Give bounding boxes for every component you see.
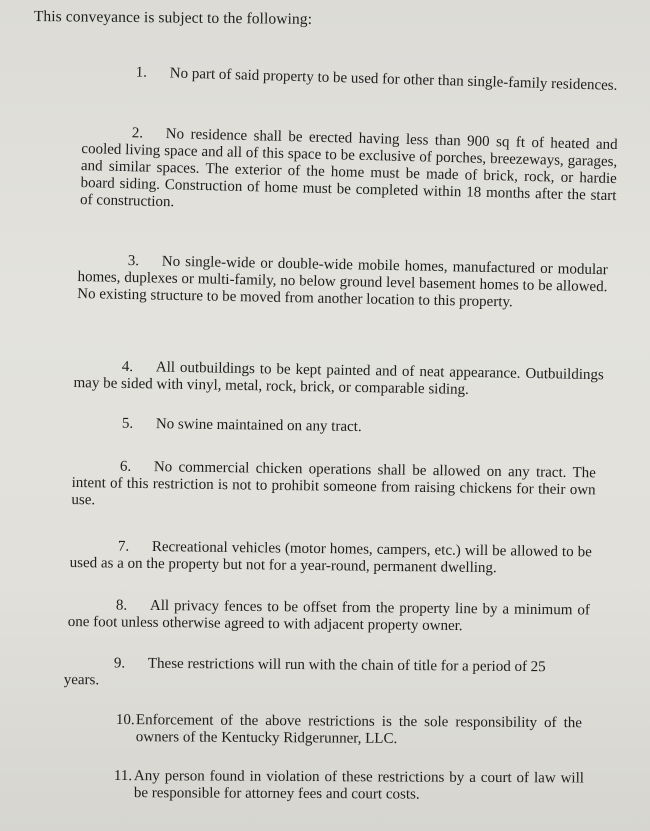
clause-text: All outbuildings to be kept painted and of neat appearance. Outbuildings may be sided with vinyl, metal, rock, brick, or comparable siding. bbox=[73, 359, 604, 398]
clause-number: 9. bbox=[113, 655, 126, 672]
clause-text: All privacy fences to be offset from the property line by a minimum of one foot unless otherwise agreed to with adjacent property owner. bbox=[67, 597, 590, 635]
clause-2 bbox=[80, 124, 618, 222]
clause-text: No swine maintained on any tract. bbox=[155, 416, 362, 436]
clause-text: No residence shall be erected having less than 900 sq ft of heated and cooled living space and all of this space to be exclusive of porches, breezeways, garages, and similar spaces. The exterior of the home must be made of brick, rock, or hardie board siding. Construction of home must be completed within 18 months after the start of construction. bbox=[79, 126, 618, 211]
clause-text: Recreational vehicles (motor homes, campers, etc.) will be allowed to be used as a on the property but not for a year-round, permanent dwelling. bbox=[69, 539, 592, 577]
clause-8 bbox=[68, 597, 590, 636]
clause-number: 11. bbox=[113, 768, 133, 785]
intro-line: This conveyance is subject to the following: bbox=[33, 8, 313, 28]
clause-7 bbox=[70, 538, 592, 578]
clause-text: Enforcement of the above restrictions is the sole responsibility of the owners of the Kentucky Ridgerunner, LLC. bbox=[135, 712, 582, 747]
clause-number: 5. bbox=[121, 415, 134, 432]
clause-5 bbox=[74, 415, 594, 439]
clause-number: 1. bbox=[135, 64, 148, 81]
clause-number: 8. bbox=[115, 597, 128, 614]
clause-number: 4. bbox=[121, 358, 134, 376]
clause-number: 10. bbox=[115, 712, 135, 729]
clause-9 bbox=[64, 655, 584, 694]
clause-number: 7. bbox=[117, 538, 130, 555]
clause-text: No part of said property to be used for other than single-family residences. bbox=[169, 65, 618, 94]
clause-6 bbox=[71, 458, 596, 516]
clause-11 bbox=[114, 768, 584, 804]
clause-1 bbox=[84, 63, 620, 95]
clause-text: These restrictions will run with the chain of title for a period of 25 years. bbox=[63, 655, 546, 689]
clause-number: 6. bbox=[119, 458, 132, 475]
clause-number: 3. bbox=[127, 252, 140, 270]
clause-text: No commercial chicken operations shall be allowed on any tract. The intent of this restriction is not to prohibit someone from raising chickens for their own use. bbox=[71, 459, 596, 509]
clause-3 bbox=[77, 252, 608, 313]
clause-number: 2. bbox=[131, 125, 144, 142]
clause-10 bbox=[116, 712, 582, 749]
clause-text: No single-wide or double-wide mobile homes, manufactured or modular homes, duplexes or multi-family, no below ground level basement homes to be allowed. No existing structure to be moved from another location to this property. bbox=[77, 253, 608, 311]
clause-4 bbox=[73, 358, 604, 401]
clause-text: Any person found in violation of these restrictions by a court of law will be responsible for attorney fees and court costs. bbox=[133, 768, 584, 803]
